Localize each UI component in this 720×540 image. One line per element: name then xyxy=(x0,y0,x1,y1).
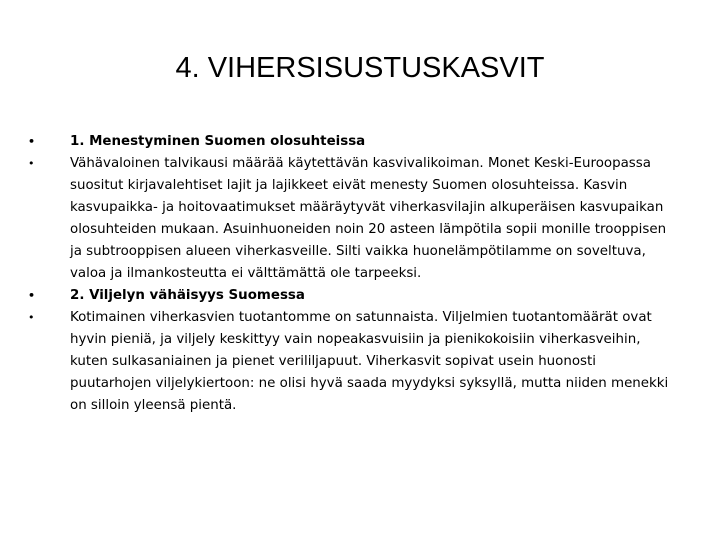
bullet-list xyxy=(28,131,678,417)
slide-title: 4. VIHERSISUSTUSKASVIT xyxy=(175,52,545,84)
section-heading-1: • 1. Menestyminen Suomen olosuhteissa xyxy=(28,131,678,153)
section-heading-2: • 2. Viljelyn vähäisyys Suomessa xyxy=(28,285,678,307)
paragraph-2: • Kotimainen viherkasvien tuotantomme on satunnaista. Viljelmien tuotantomäärät ovat hyvin pieniä, ja viljely keskittyy vain nopeakasvuisiin ja pienikokoisiin viherkasveihin, kuten sulkasaniainen ja pienet verililjapuut. Viherkasvit sopivat usein huonosti puutarhojen viljelykiertoon: ne olisi hyvä saada myydyksi syksyllä, mutta niiden menekki on silloin yleensä pientä. xyxy=(28,307,678,417)
paragraph-1: • Vähävaloinen talvikausi määrää käytettävän kasvivalikoiman. Monet Keski-Euroopassa suositut kirjavalehtiset lajit ja lajikkeet eivät menesty Suomen olosuhteissa. Kasvin kasvupaikka- ja hoitovaatimukset määräytyvät viherkasvilajin alkuperäisen kasvupaikan olosuhteiden mukaan. Asuinhuoneiden noin 20 asteen lämpötila sopii monille trooppisen ja subtrooppisen alueen viherkasveille. Silti vaikka huonelämpötilamme on soveltuva, valoa ja ilmankosteutta ei välttämättä ole tarpeeksi. xyxy=(28,153,678,285)
